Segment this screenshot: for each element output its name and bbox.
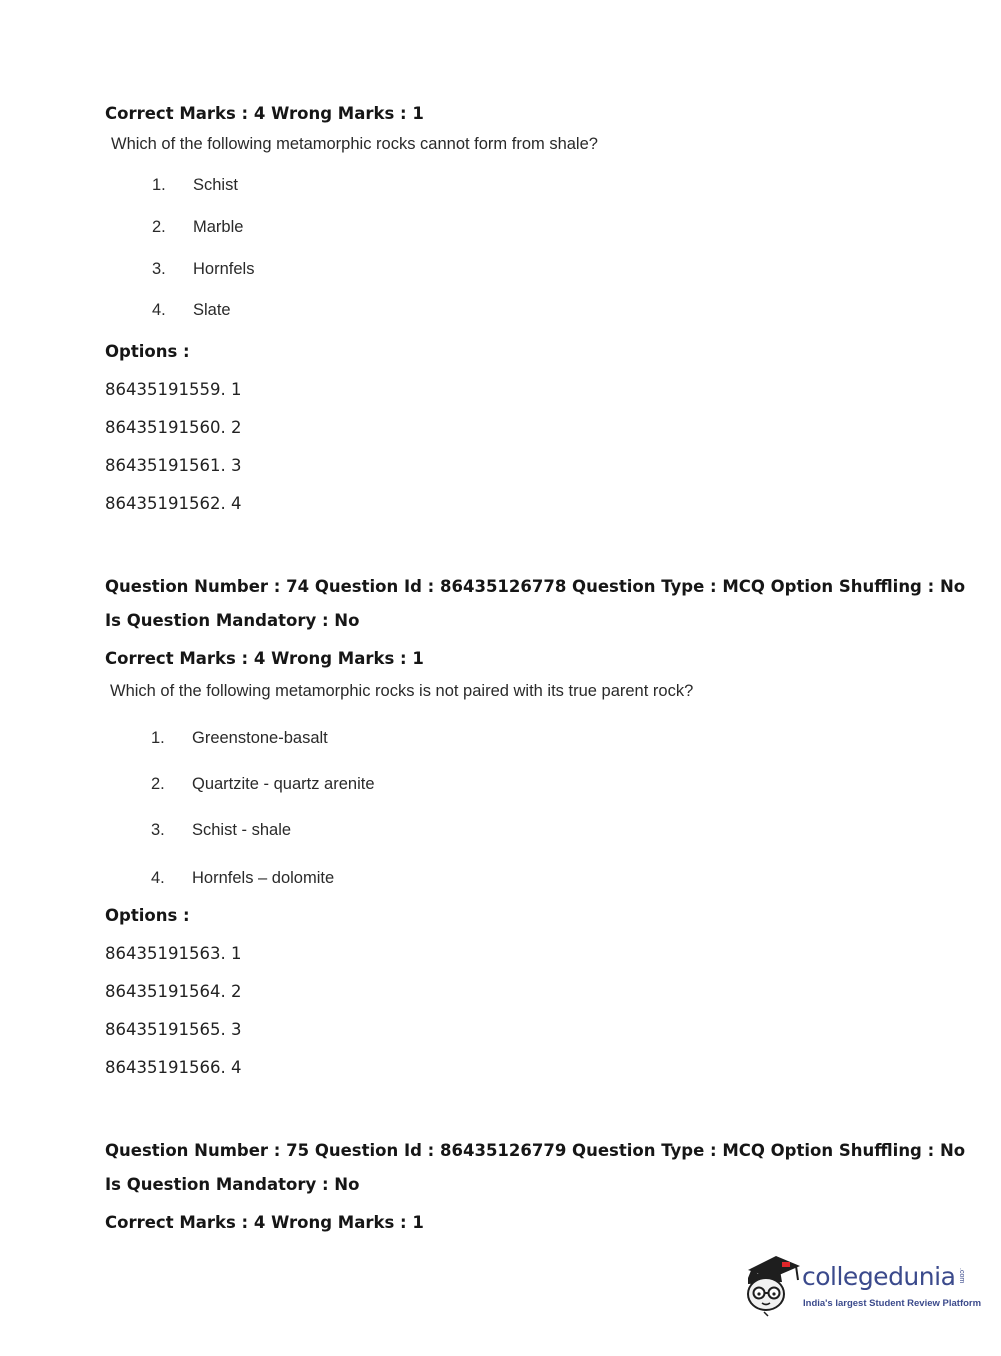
choice-number: 4. <box>152 301 166 319</box>
option-id: 86435191566. 4 <box>105 1058 242 1077</box>
choice-text: Slate <box>193 301 231 319</box>
logo-wordmark: collegedunia <box>802 1262 956 1291</box>
option-id: 86435191565. 3 <box>105 1020 242 1039</box>
options-label: Options : <box>105 342 190 361</box>
marks-line: Correct Marks : 4 Wrong Marks : 1 <box>105 104 424 123</box>
option-id: 86435191564. 2 <box>105 982 242 1001</box>
choice-text: Greenstone-basalt <box>192 729 328 747</box>
choice-number: 1. <box>151 729 165 747</box>
marks-line: Correct Marks : 4 Wrong Marks : 1 <box>105 649 424 668</box>
choice-number: 1. <box>152 176 166 194</box>
mascot-icon <box>742 1248 802 1318</box>
mandatory-line: Is Question Mandatory : No <box>105 611 360 630</box>
collegedunia-logo[interactable] <box>742 1248 982 1318</box>
question-text: Which of the following metamorphic rocks cannot form from shale? <box>111 135 598 153</box>
choice-text: Schist <box>193 176 238 194</box>
choice-text: Hornfels <box>193 260 255 278</box>
marks-line: Correct Marks : 4 Wrong Marks : 1 <box>105 1213 424 1232</box>
choice-number: 2. <box>152 218 166 236</box>
choice-number: 2. <box>151 775 165 793</box>
option-id: 86435191563. 1 <box>105 944 242 963</box>
logo-tagline: India's largest Student Review Platform <box>803 1298 982 1309</box>
mandatory-line: Is Question Mandatory : No <box>105 1175 360 1194</box>
logo-domain-suffix: .com <box>958 1268 965 1284</box>
choice-text: Schist - shale <box>192 821 292 839</box>
option-id: 86435191561. 3 <box>105 456 242 475</box>
option-id: 86435191560. 2 <box>105 418 242 437</box>
question-header: Question Number : 75 Question Id : 86435126779 Question Type : MCQ Option Shuffling : No <box>105 1141 966 1160</box>
choice-text: Hornfels – dolomite <box>192 869 335 887</box>
choice-number: 4. <box>151 869 165 887</box>
choice-text: Quartzite - quartz arenite <box>192 775 375 793</box>
option-id: 86435191559. 1 <box>105 380 242 399</box>
question-header: Question Number : 74 Question Id : 86435126778 Question Type : MCQ Option Shuffling : No <box>105 577 966 596</box>
choice-text: Marble <box>193 218 244 236</box>
options-label: Options : <box>105 906 190 925</box>
option-id: 86435191562. 4 <box>105 494 242 513</box>
question-text: Which of the following metamorphic rocks is not paired with its true parent rock? <box>110 682 694 700</box>
choice-number: 3. <box>152 260 166 278</box>
choice-number: 3. <box>151 821 165 839</box>
